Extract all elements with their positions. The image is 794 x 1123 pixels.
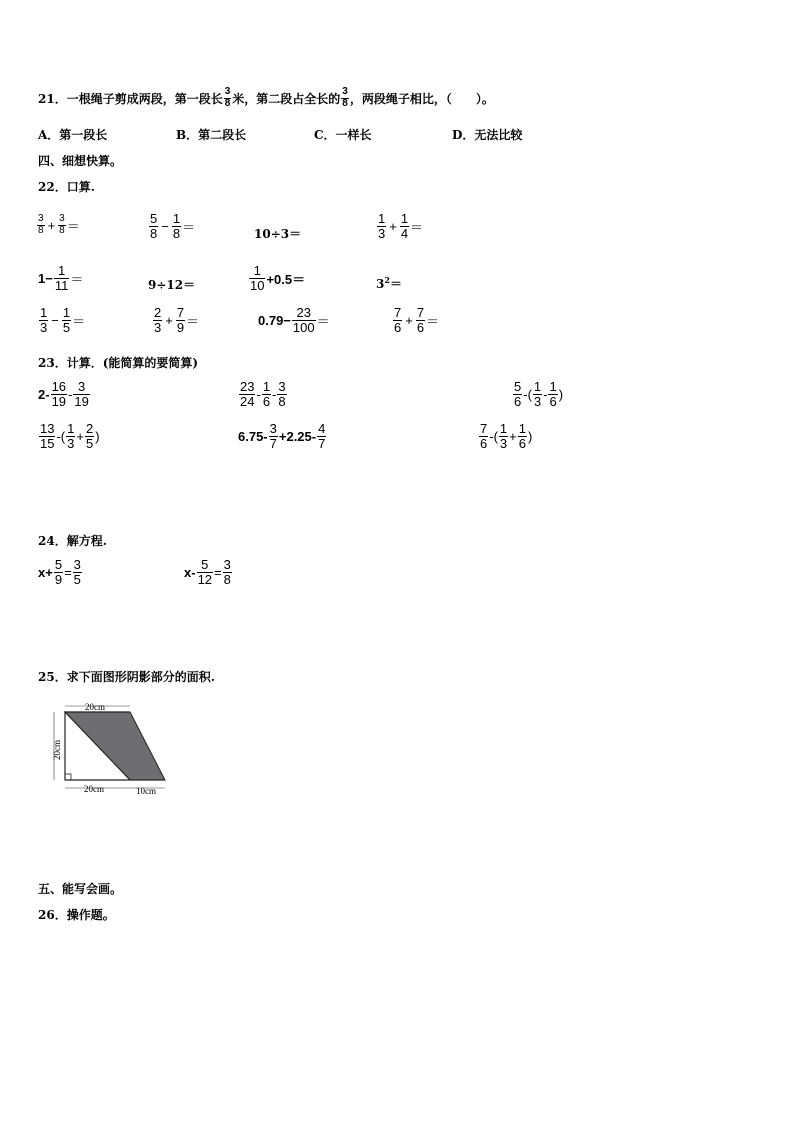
q23-expr-5: 6.75- $\frac{3}{7}$ +2.25- $\frac{4}{7}$ [238, 421, 326, 451]
q22-r2-c: $\frac{1}{10}$ +0.5＝ [250, 263, 306, 293]
q23-expr-2: $\frac{23}{24}$ - $\frac{1}{6}$ - $\frac{3}{8}$ [240, 379, 286, 409]
q21-fraction-1: $\frac{3}{8}$ [224, 86, 231, 109]
q23-expr-1: 2- $\frac{16}{19}$ - $\frac{3}{19}$ [38, 379, 89, 409]
q21-fraction-2: $\frac{3}{8}$ [342, 86, 348, 109]
label-bottom-right: 10cm [136, 786, 156, 796]
q21-option-a: A．第一段长 [38, 128, 108, 142]
shaded-triangle-region [65, 712, 165, 780]
q23-expr-4: $\frac{13}{15}$ -( $\frac{1}{3}$ + $\frac{2}{5}$ ) [40, 421, 100, 451]
q22-r3-b: $\frac{2}{3}$ + $\frac{7}{9}$ ＝ [154, 305, 200, 335]
q22-r1-b: $\frac{5}{8}$ − $\frac{1}{8}$ ＝ [150, 211, 196, 241]
q22-r1-c: 10÷3＝ [254, 227, 302, 241]
q21-text-1: 一根绳子剪成两段，第一段长 [66, 91, 223, 106]
label-left: 20cm [52, 740, 62, 760]
q23-title: 23．计算．(能简算的要简算) [38, 356, 199, 370]
q22-r3-c: 0.79− $\frac{23}{100}$ ＝ [258, 305, 330, 335]
section-4-heading: 四、细想快算。 [38, 154, 123, 168]
question-21 [38, 87, 494, 109]
q25-trapezoid-figure [48, 702, 178, 798]
q21-number: 21． [38, 91, 67, 106]
q23-expr-6: $\frac{7}{6}$ -( $\frac{1}{3}$ + $\frac{1}{6}$ ) [480, 421, 533, 451]
q22-r3-a: $\frac{1}{3}$ − $\frac{1}{5}$ ＝ [40, 305, 86, 335]
q26-title: 26．操作题。 [38, 908, 115, 922]
q21-text-3: ，两段绳子相比，（ ）。 [349, 91, 494, 106]
label-top: 20cm [85, 702, 105, 712]
q21-option-d: D．无法比较 [452, 128, 523, 142]
q24-equation-1: x+ $\frac{5}{9}$ = $\frac{3}{5}$ [38, 557, 81, 587]
q24-equation-2: x- $\frac{5}{12}$ = $\frac{3}{8}$ [184, 557, 231, 587]
q22-title: 22．口算. [38, 180, 95, 194]
q22-r2-b: 9÷12＝ [148, 278, 196, 292]
q22-r1-d: $\frac{1}{3}$ + $\frac{1}{4}$ ＝ [378, 211, 424, 241]
section-5-heading: 五、能写会画。 [38, 882, 123, 896]
right-angle-mark [65, 774, 71, 780]
label-bottom: 20cm [84, 784, 104, 794]
q23-expr-3: $\frac{5}{6}$ -( $\frac{1}{3}$ - $\frac{1}{6}$ ) [514, 379, 564, 409]
q22-r1-a: $\frac{3}{8}$ + $\frac{3}{8}$ ＝ [38, 213, 80, 236]
q21-text-2: 米，第二段占全长的 [232, 91, 341, 106]
q22-r2-d: $3^2=$ [376, 275, 402, 291]
q25-title: 25．求下面图形阴影部分的面积. [38, 670, 215, 684]
q24-title: 24．解方程. [38, 534, 107, 548]
q22-r3-d: $\frac{7}{6}$ + $\frac{7}{6}$ ＝ [394, 305, 440, 335]
q22-r2-a: 1− $\frac{1}{11}$ ＝ [38, 263, 84, 293]
q21-option-b: B．第二段长 [176, 128, 247, 142]
q21-option-c: C．一样长 [314, 128, 372, 142]
